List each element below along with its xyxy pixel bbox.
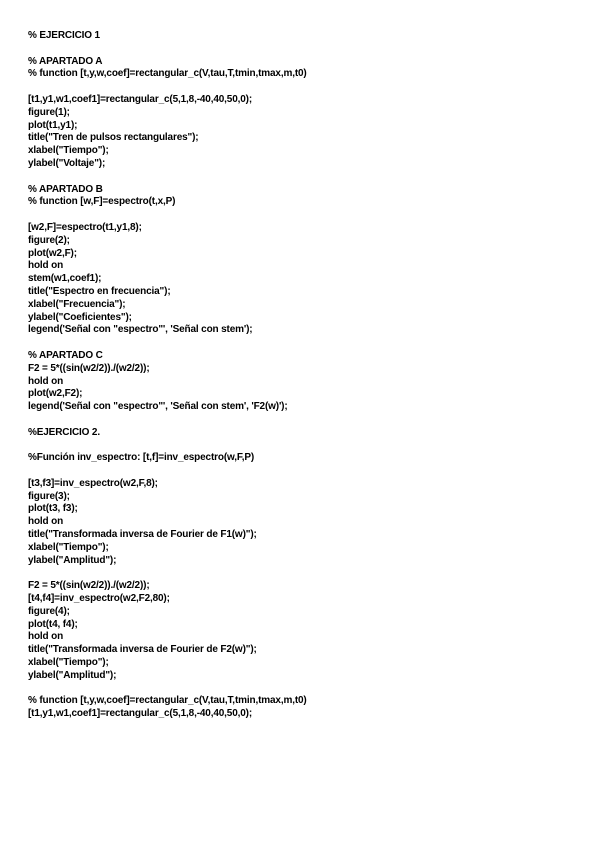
code-line: ylabel("Voltaje"); xyxy=(28,157,106,169)
code-line: [t1,y1,w1,coef1]=rectangular_c(5,1,8,-40,40,50,0); xyxy=(28,708,253,720)
code-line: [w2,F]=espectro(t1,y1,8); xyxy=(28,221,142,233)
comment-line: % function [t,y,w,coef]=rectangular_c(V,tau,T,tmin,tmax,m,t0) xyxy=(28,695,307,707)
blank-line xyxy=(28,683,588,696)
blank-line xyxy=(28,567,588,580)
blank-line xyxy=(28,209,588,222)
code-line: xlabel("Tiempo"); xyxy=(28,541,109,553)
code-line: ylabel("Coeficientes"); xyxy=(28,311,132,323)
code-line: xlabel("Frecuencia"); xyxy=(28,298,126,310)
code-line: [t3,f3]=inv_espectro(w2,F,8); xyxy=(28,477,158,489)
code-line: figure(2); xyxy=(28,234,70,246)
code-line: title("Espectro en frecuencia"); xyxy=(28,285,171,297)
code-line: hold on xyxy=(28,375,64,387)
comment-line: % APARTADO B xyxy=(28,183,103,195)
code-line: plot(t1,y1); xyxy=(28,119,78,131)
code-line: title("Tren de pulsos rectangulares"); xyxy=(28,132,199,144)
comment-line: %EJERCICIO 2. xyxy=(28,426,100,438)
code-line: legend('Señal con "espectro"', 'Señal con stem', 'F2(w)'); xyxy=(28,401,288,413)
code-line: ylabel("Amplitud"); xyxy=(28,669,117,681)
comment-line: % function [w,F]=espectro(t,x,P) xyxy=(28,196,176,208)
code-line: plot(w2,F); xyxy=(28,247,77,259)
code-line: hold on xyxy=(28,516,64,528)
code-line: ylabel("Amplitud"); xyxy=(28,554,117,566)
comment-line: % function [t,y,w,coef]=rectangular_c(V,tau,T,tmin,tmax,m,t0) xyxy=(28,68,307,80)
code-line: plot(t3, f3); xyxy=(28,503,78,515)
code-listing xyxy=(28,30,588,721)
code-line: legend('Señal con "espectro"', 'Señal con stem'); xyxy=(28,324,253,336)
code-line: F2 = 5*((sin(w2/2))./(w2/2)); xyxy=(28,362,150,374)
blank-line xyxy=(28,414,588,427)
code-line: title("Transformada inversa de Fourier de F1(w)"); xyxy=(28,529,257,541)
code-line: hold on xyxy=(28,260,64,272)
blank-line xyxy=(28,465,588,478)
blank-line xyxy=(28,43,588,56)
code-line: xlabel("Tiempo"); xyxy=(28,657,109,669)
blank-line xyxy=(28,171,588,184)
code-line: xlabel("Tiempo"); xyxy=(28,145,109,157)
comment-line: % APARTADO C xyxy=(28,349,103,361)
code-line: [t1,y1,w1,coef1]=rectangular_c(5,1,8,-40,40,50,0); xyxy=(28,93,253,105)
code-line: figure(1); xyxy=(28,106,70,118)
comment-line: %Función inv_espectro: [t,f]=inv_espectro(w,F,P) xyxy=(28,452,255,464)
code-line: figure(4); xyxy=(28,605,70,617)
code-line: title("Transformada inversa de Fourier de F2(w)"); xyxy=(28,644,257,656)
blank-line xyxy=(28,440,588,453)
code-line: hold on xyxy=(28,631,64,643)
comment-line: % APARTADO A xyxy=(28,55,103,67)
code-line: plot(t4, f4); xyxy=(28,618,78,630)
code-line: stem(w1,coef1); xyxy=(28,273,102,285)
comment-line: % EJERCICIO 1 xyxy=(28,30,100,41)
code-line: F2 = 5*((sin(w2/2))./(w2/2)); xyxy=(28,580,150,592)
blank-line xyxy=(28,81,588,94)
code-line: plot(w2,F2); xyxy=(28,388,83,400)
code-line: figure(3); xyxy=(28,490,70,502)
blank-line xyxy=(28,337,588,350)
code-line: [t4,f4]=inv_espectro(w2,F2,80); xyxy=(28,593,170,605)
